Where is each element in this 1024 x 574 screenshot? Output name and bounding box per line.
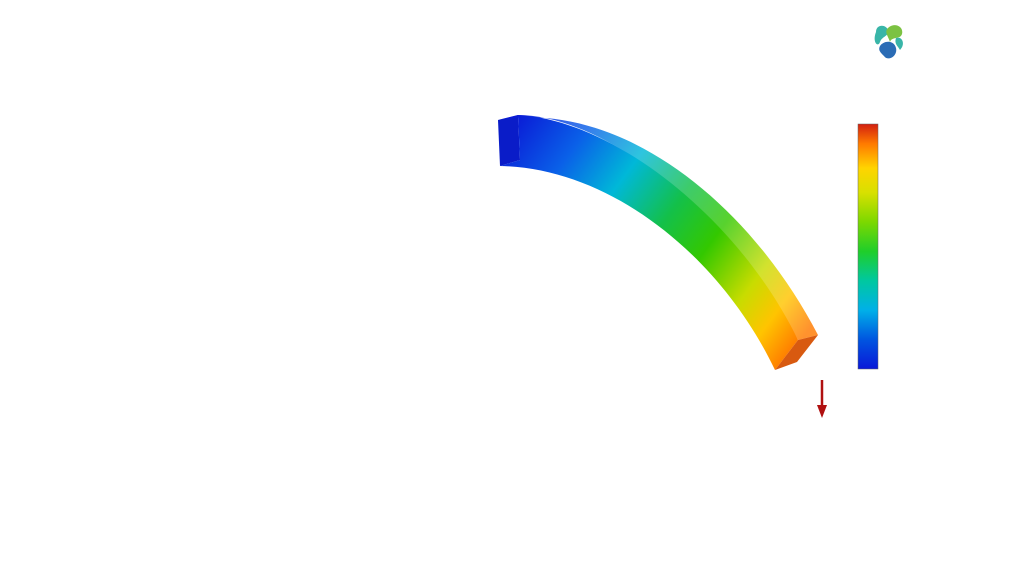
beam-left-face — [498, 115, 520, 166]
colorbar — [858, 124, 878, 369]
force-arrow-icon — [817, 380, 827, 418]
deformed-beam — [498, 115, 818, 370]
colorbar-gradient — [858, 124, 878, 369]
